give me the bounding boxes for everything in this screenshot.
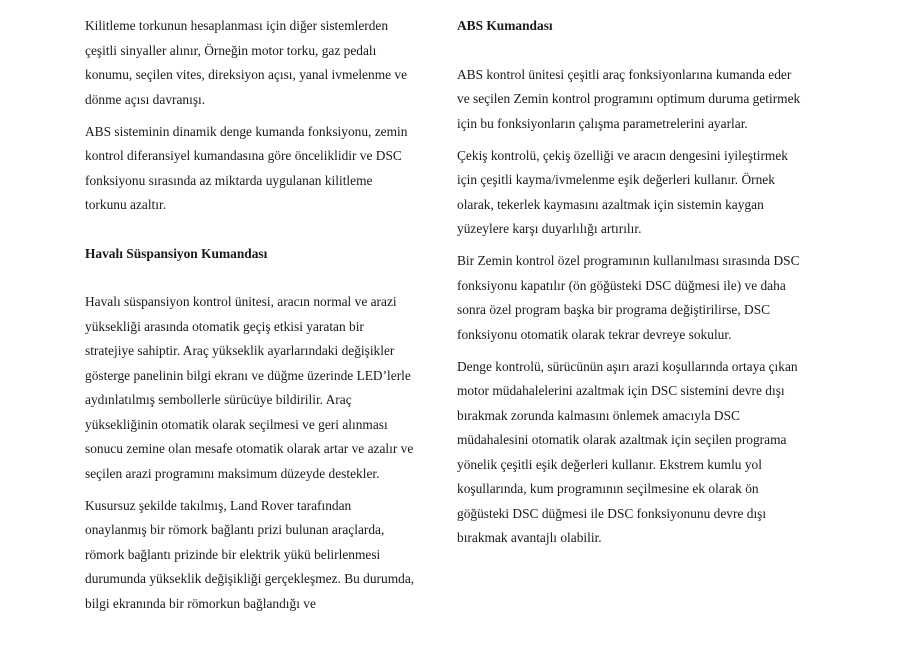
paragraph-abs-priority: ABS sisteminin dinamik denge kumanda fonksiyonu, zemin kontrol diferansiyel kumandasına göre önceliklidir ve DSC fonksiyonu sırasında az miktarda uygulanan kilitleme torkunu azaltır. [85, 123, 408, 212]
heading-air-suspension: Havalı Süspansiyon Kumandası [85, 245, 268, 261]
paragraph-air-suspension-strategy: Havalı süspansiyon kontrol ünitesi, aracın normal ve arazi yüksekliği arasında otomatik geçiş etkisi yaratan bir stratejiye sahiptir. Araç yükseklik ayarlarındaki değişikler gösterge panelinin bilgi ekranı ve düğme üzerinde LED’lerle aydınlatılmış sembollerle sürücüye bildirilir. Araç yüksekliğinin otomatik olarak seçilmesi ve geri alınması sonucu zemine olan mesafe otomatik olarak artar ve azalır ve seçilen arazi programını maksimum düzeyde destekler. [85, 294, 414, 481]
left-column [85, 14, 415, 624]
paragraph-locking-torque: Kilitleme torkunun hesaplanması için diğer sistemlerden çeşitli sinyaller alınır, Örneğin motor torku, gaz pedalı konumu, seçilen vites, direksiyon açısı, yanal ivmelenme ve dönme açısı davranışı. [85, 18, 408, 107]
paragraph-trailer-socket: Kusursuz şekilde takılmış, Land Rover tarafından onaylanmış bir römork bağlantı prizi bulunan araçlarda, römork bağlantı prizinde bir elektrik yükü belirlenmesi durumunda yükseklik değişikliği gerçekleşmez. Bu durumda, bilgi ekranında bir römorkun bağlandığı ve [85, 497, 415, 611]
paragraph-traction-control: Çekiş kontrolü, çekiş özelliği ve aracın dengesini iyileştirmek için çeşitli kayma/ivmelenme eşik değerleri kullanır. Örnek olarak, tekerlek kaymasını azaltmak için sistemin kaygan yüzeylere karşı duyarlılığı artırılır. [457, 147, 788, 236]
paragraph-special-program: Bir Zemin kontrol özel programının kullanılması sırasında DSC fonksiyonu kapatılır (ön göğüsteki DSC düğmesi ile) ve daha sonra özel program başka bir programa değiştirilirse, DSC fonksiyonu otomatik olarak tekrar devreye sokulur. [457, 253, 800, 342]
right-column [457, 14, 802, 558]
heading-abs-control: ABS Kumandası [457, 18, 553, 33]
paragraph-stability-control: Denge kontrolü, sürücünün aşırı arazi koşullarında ortaya çıkan motor müdahalelerini azaltmak için DSC sistemini devre dışı bırakmak zorunda kalmasını önlemek amacıyla DSC müdahalesini otomatik olarak azaltmak için seçilen programa yönelik çeşitli eşik değerleri kullanır. Ekstrem kumlu yol koşullarında, kum programının seçilmesine ek olarak ön göğüsteki DSC düğmesi ile DSC fonksiyonunu devre dışı bırakmak avantajlı olabilir. [457, 358, 798, 545]
paragraph-abs-control-unit: ABS kontrol ünitesi çeşitli araç fonksiyonlarına kumanda eder ve seçilen Zemin kontrol programını optimum duruma getirmek için bu fonksiyonların çalışma parametrelerini ayarlar. [457, 66, 801, 131]
